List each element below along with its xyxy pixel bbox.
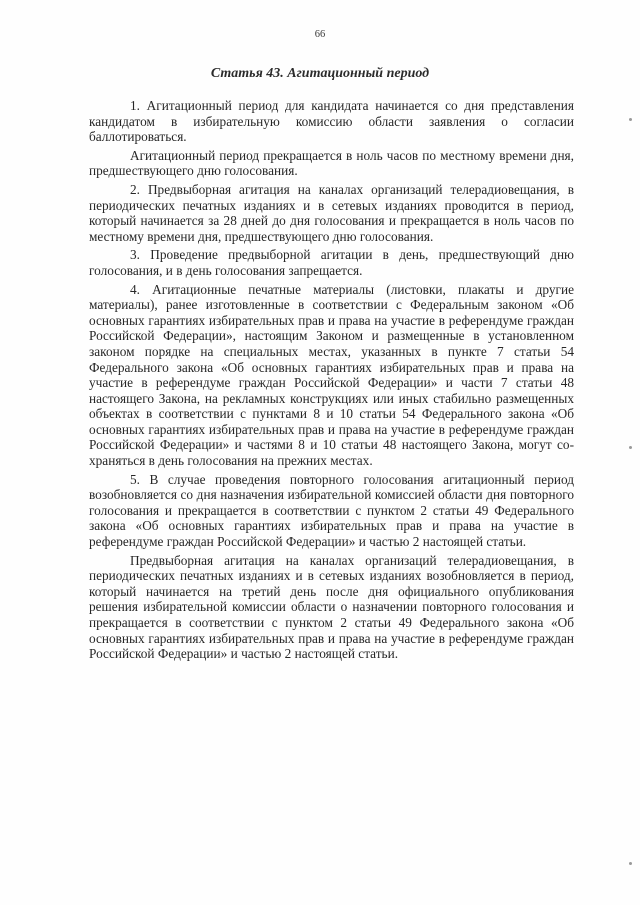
- paragraph: 2. Предвыборная агитация на каналах организаций телерадиовещания, в периодических печатных изданиях и в сетевых изданиях проводится в период, который начинается за 28 дней до дня голосования и прекращается в ноль часов по местному времени дня, предшествующего дню голосования.: [89, 181, 574, 244]
- scan-dot: [629, 862, 632, 865]
- paragraph: 5. В случае проведения повторного голосования агитационный период возобновляется со дня назначения избирательной комиссией области дня повторного голосования и прекращается в соответствии с пунктом 2 статьи 49 Федерального закона «Об основных гарантиях избирательных прав и права на участие в референдуме граждан Российской Федерации» и частью 2 настоящей статьи.: [89, 471, 574, 550]
- page-number: 66: [314, 29, 326, 40]
- paragraph: 1. Агитационный период для кандидата начинается со дня представления кандидатом в избирательную комиссию области заявления о согласии баллотироваться.: [89, 98, 574, 145]
- paragraph: Агитационный период прекращается в ноль часов по местному времени дня, предшествующего дню голосования.: [89, 147, 574, 179]
- article-body: [89, 98, 574, 665]
- paragraph: 3. Проведение предвыборной агитации в день, предшествующий дню голосования, и в день голосования запрещается.: [89, 247, 574, 278]
- article-title: Статья 43. Агитационный период: [210, 66, 430, 81]
- paragraph: 4. Агитационные печатные материалы (листовки, плакаты и другие материалы), ранее изготовленные в соответствии с Федеральным законом «Об основных гарантиях избирательных прав и права на участие в референдуме граждан Российской Федерации», настоящим Законом и размещенные в установленном законом порядке на специальных местах, указанных в пункте 7 статьи 54 Федерального закона «Об основных гарантиях избирательных прав и права на участие в референдуме граждан Российской Федерации» и части 7 статьи 48 настоящего Закона, на рекламных конструкциях или иных стабильно размещенных объектах в соответствии с пунктами 8 и 10 статьи 54 Федерального закона «Об основных гарантиях избирательных прав и права на участие в референдуме граждан Российской Федерации» и частями 8 и 10 статьи 48 настоящего Закона, могут сохраняться в день голосования на прежних местах.: [89, 281, 574, 469]
- scan-dot: [629, 118, 632, 121]
- scan-dot: [629, 446, 632, 449]
- paragraph: Предвыборная агитация на каналах организаций телерадиовещания, в периодических печатных изданиях и в сетевых изданиях возобновляется в период, который начинается на третий день после дня официального опубликования решения избирательной комиссии области о назначении повторного голосования и прекращается в соответствии с пунктом 2 статьи 49 Федерального закона «Об основных гарантиях избирательных прав и права на участие в референдуме граждан Российской Федерации» и частью 2 настоящей статьи.: [89, 552, 574, 662]
